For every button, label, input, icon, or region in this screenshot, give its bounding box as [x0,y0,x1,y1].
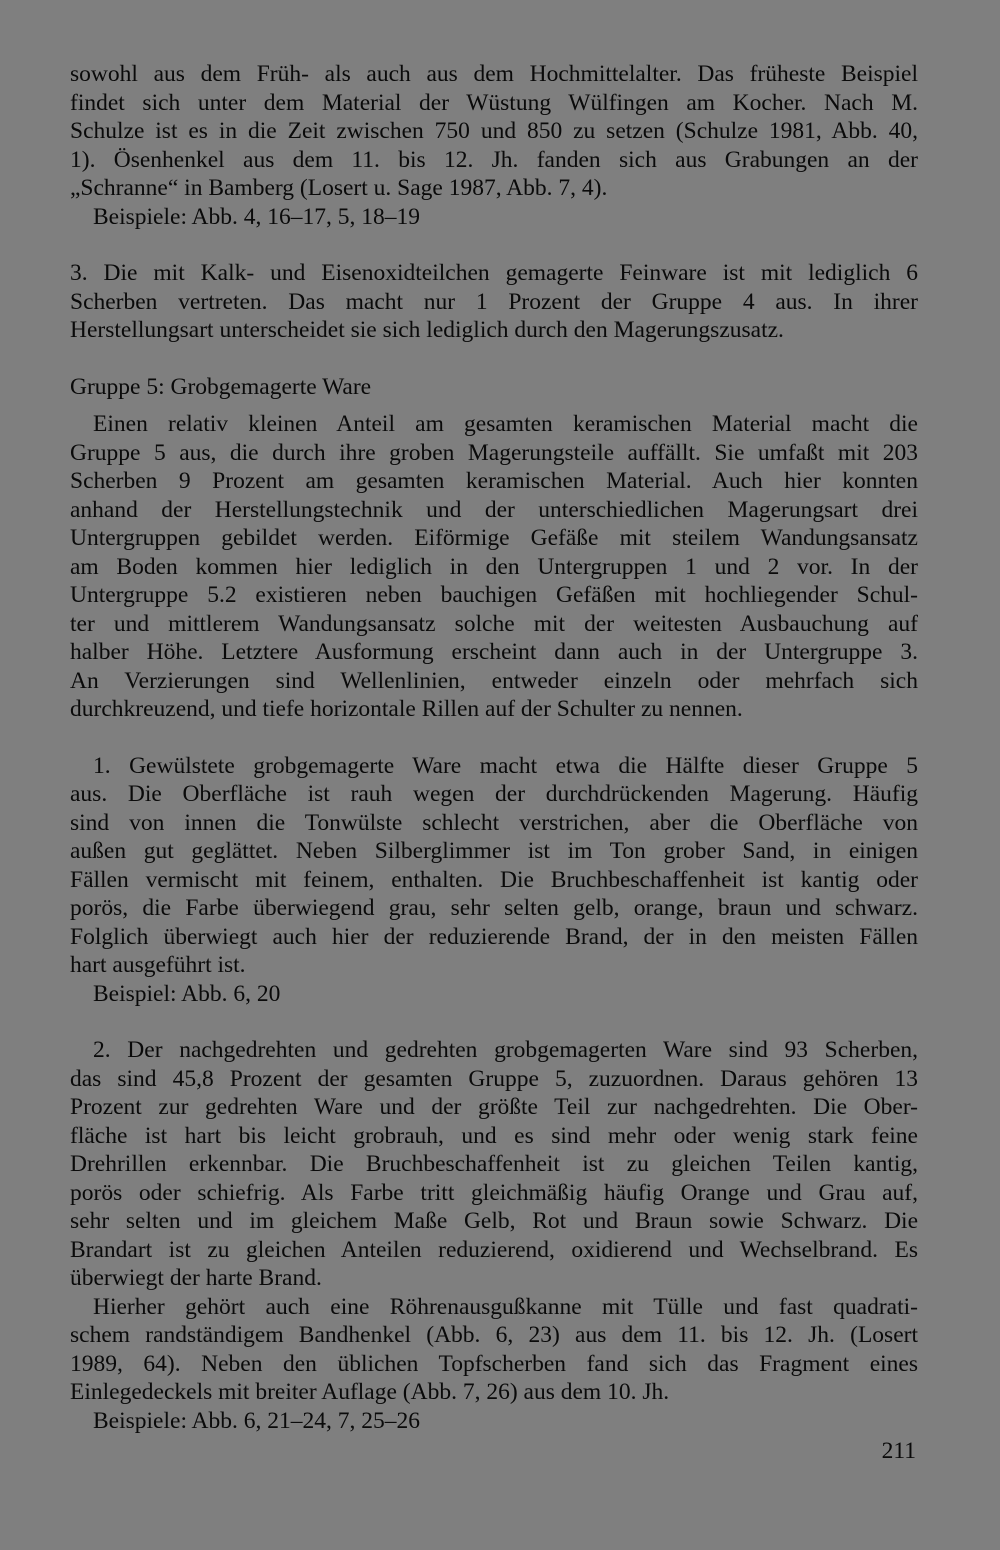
text-line: Herstellungsart unterscheidet sie sich lediglich durch den Magerungszusatz. [70,317,784,343]
section-heading [70,373,918,402]
paragraph-subgroup-1 [70,752,918,980]
text-line: An Verzierungen sind Wellenlinien, entweder einzeln oder mehrfach sich [70,667,918,694]
text-line: sind von innen die Tonwülste schlecht verstrichen, aber die Oberfläche von [70,809,918,836]
text-line: Scherben vertreten. Das macht nur 1 Prozent der Gruppe 4 aus. In ihrer [70,288,918,315]
text-line: Fällen vermischt mit feinem, enthalten. Die Bruchbeschaffenheit ist kantig oder [70,866,918,893]
examples-line [70,203,918,232]
text-line: Untergruppe 5.2 existieren neben bauchigen Gefäßen mit hochliegender Schul- [70,582,918,608]
text-line: Brandart ist zu gleichen Anteilen reduzierend, oxidierend und Wechselbrand. Es [70,1236,918,1263]
text-line: ter und mittlerem Wandungsansatz solche mit der weitesten Ausbauchung auf [70,610,918,637]
text-line: 2. Der nachgedrehten und gedrehten grobgemagerten Ware sind 93 Scherben, [93,1037,918,1063]
text-line: porös oder schiefrig. Als Farbe tritt gleichmäßig häufig Orange und Grau auf, [70,1179,918,1206]
text-line: Beispiele: Abb. 4, 16–17, 5, 18–19 [93,203,421,230]
paragraph-gap [70,401,918,410]
text-line: Hierher gehört auch eine Röhrenausgußkanne mit Tülle und fast quadrati- [93,1293,918,1320]
examples-line [70,1407,918,1436]
text-line: Einen relativ kleinen Anteil am gesamten keramischen Material macht die [93,411,918,437]
text-line: 3. Die mit Kalk- und Eisenoxidteilchen gemagerte Feinware ist mit lediglich 6 [70,260,918,286]
text-line: fläche ist hart bis leicht grobrauh, und es sind mehr oder wenig stark feine [70,1122,918,1149]
text-line: schem randständigem Bandhenkel (Abb. 6, 23) aus dem 11. bis 12. Jh. (Losert [70,1322,918,1348]
text-line: Schulze ist es in die Zeit zwischen 750 und 850 zu setzen (Schulze 1981, Abb. 40, [70,118,918,144]
text-line: 1. Gewülstete grobgemagerte Ware macht etwa die Hälfte dieser Gruppe 5 [93,752,918,779]
paragraph-subgroup-2-cont [70,1293,918,1407]
text-line: sehr selten und im gleichem Maße Gelb, Rot und Braun sowie Schwarz. Die [70,1208,918,1234]
text-line: findet sich unter dem Material der Wüstung Wülfingen am Kocher. Nach M. [70,89,918,116]
text-line: Einlegedeckels mit breiter Auflage (Abb. 7, 26) aus dem 10. Jh. [70,1379,670,1405]
text-line: 1989, 64). Neben den üblichen Topfscherben fand sich das Fragment eines [70,1350,918,1377]
text-line: überwiegt der harte Brand. [70,1265,322,1291]
paragraph-gap [70,1008,918,1036]
page-number: 211 [881,1438,916,1464]
page-body [70,60,918,1435]
text-line: aus. Die Oberfläche ist rauh wegen der durchdrückenden Magerung. Häufig [70,781,918,807]
text-line: sowohl aus dem Früh- als auch aus dem Hochmittelalter. Das früheste Beispiel [70,61,918,87]
text-line: Gruppe 5 aus, die durch ihre groben Magerungsteile auffällt. Sie umfaßt mit 203 [70,439,918,466]
text-line: porös, die Farbe überwiegend grau, sehr selten gelb, orange, braun und schwarz. [70,895,918,921]
text-line: am Boden kommen hier lediglich in den Untergruppen 1 und 2 vor. In der [70,553,918,580]
paragraph-gap [70,231,918,259]
paragraph-group5-intro [70,410,918,724]
paragraph-intro [70,60,918,203]
paragraph-gap [70,345,918,373]
examples-line [70,980,918,1009]
paragraph-subgroup-3 [70,259,918,345]
text-line: „Schranne“ in Bamberg (Losert u. Sage 1987, Abb. 7, 4). [70,175,608,201]
paragraph-gap [70,724,918,752]
text-line: Beispiele: Abb. 6, 21–24, 7, 25–26 [93,1407,421,1434]
text-line: Scherben 9 Prozent am gesamten keramischen Material. Auch hier konnten [70,468,918,494]
paragraph-subgroup-2 [70,1036,918,1293]
text-line: durchkreuzend, und tiefe horizontale Rillen auf der Schulter zu nennen. [70,696,743,722]
text-line: das sind 45,8 Prozent der gesamten Gruppe 5, zuzuordnen. Daraus gehören 13 [70,1065,918,1092]
text-line: Beispiel: Abb. 6, 20 [93,980,281,1007]
text-line: Folglich überwiegt auch hier der reduzierende Brand, der in den meisten Fällen [70,923,918,950]
text-line: halber Höhe. Letztere Ausformung erscheint dann auch in der Untergruppe 3. [70,639,918,665]
text-line: Untergruppen gebildet werden. Eiförmige Gefäße mit steilem Wandungsansatz [70,525,918,551]
text-line: Prozent zur gedrehten Ware und der größte Teil zur nachgedrehten. Die Ober- [70,1094,918,1120]
text-line: Drehrillen erkennbar. Die Bruchbeschaffenheit ist zu gleichen Teilen kantig, [70,1151,918,1177]
text-line: außen gut geglättet. Neben Silberglimmer ist im Ton grober Sand, in einigen [70,838,918,864]
text-line: 1). Ösenhenkel aus dem 11. bis 12. Jh. fanden sich aus Grabungen an der [70,146,918,173]
text-line: anhand der Herstellungstechnik und der unterschiedlichen Magerungsart drei [70,496,918,523]
text-line: Gruppe 5: Grobgemagerte Ware [70,373,372,400]
text-line: hart ausgeführt ist. [70,952,246,978]
